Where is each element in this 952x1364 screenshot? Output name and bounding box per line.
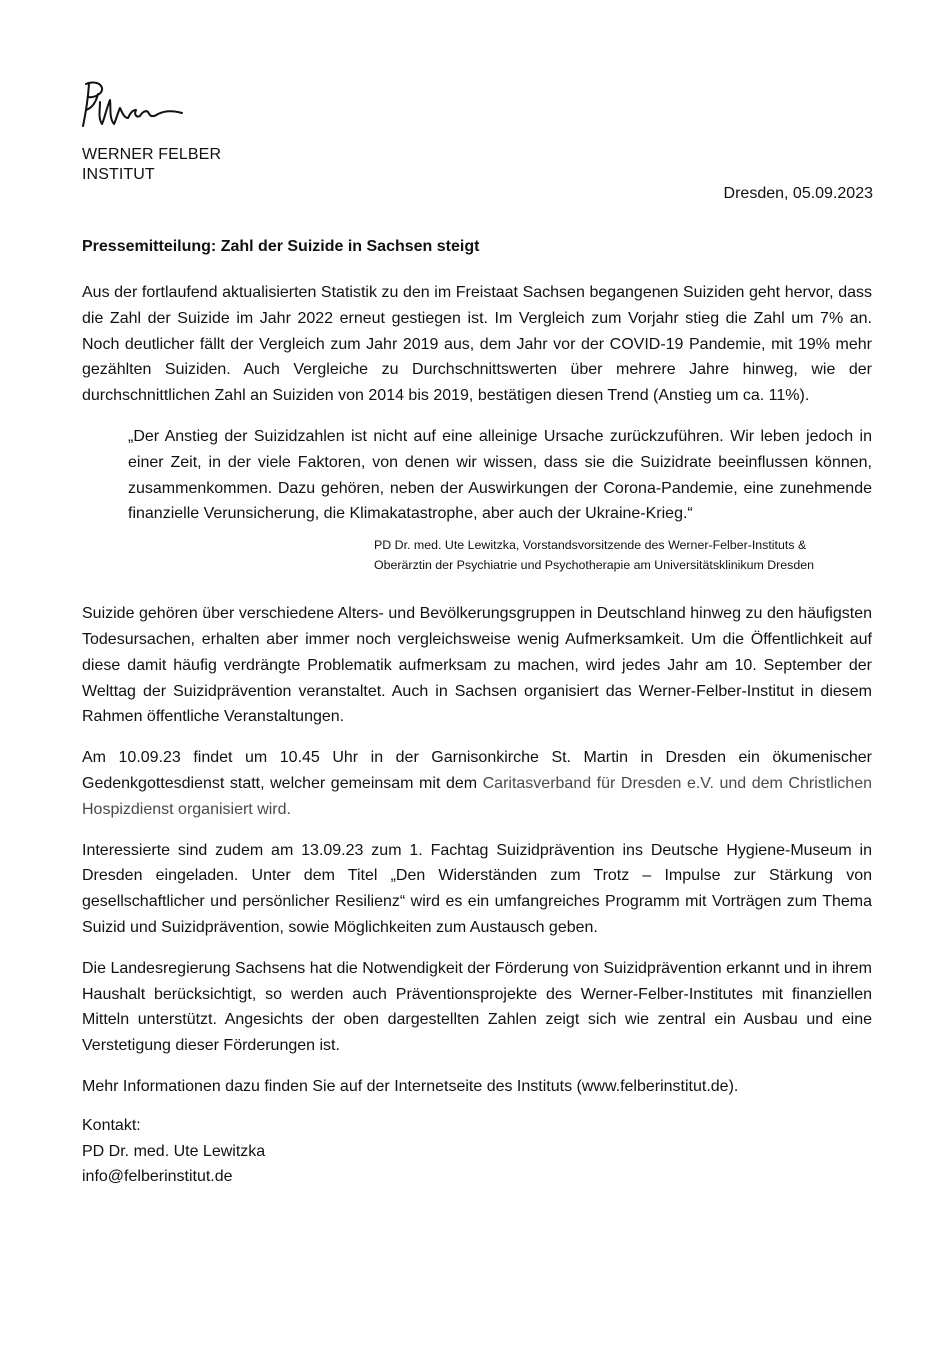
press-release-body [82, 236, 872, 1190]
contact-block [82, 1113, 872, 1190]
felber-signature-logo [80, 80, 185, 132]
contact-name: PD Dr. med. Ute Lewitzka [82, 1142, 266, 1160]
paragraph-conference: Interessierte sind zudem am 13.09.23 zum 1. Fachtag Suizidprävention ins Deutsche Hygiene-Museum in Dresden eingeladen. Unter dem Titel „Den Widerständen zum Trotz – Impulse zur Stärkung von gesellschaftlicher und persönlicher Resilienz“ wird es ein umfangreiches Programm mit Vorträgen zum Thema Suizid und Suizidprävention, sowie Möglichkeiten zum Austausch geben. [82, 841, 872, 936]
document-date: Dresden, 05.09.2023 [723, 185, 873, 202]
attribution-line-1: PD Dr. med. Ute Lewitzka, Vorstandsvorsitzende des Werner-Felber-Instituts & [374, 538, 807, 553]
contact-label: Kontakt: [82, 1116, 141, 1134]
quote-block: „Der Anstieg der Suizidzahlen ist nicht auf eine alleinige Ursache zurückzuführen. Wir leben jedoch in einer Zeit, in der viele Faktoren, von denen wir wissen, dass sie die Suizidrate beeinflussen können, zusammenkommen. Dazu gehören, neben der Auswirkungen der Corona-Pandemie, eine zunehmende finanzielle Verunsicherung, die Klimakatastrophe, aber auch der Ukraine-Krieg.“ [128, 427, 872, 523]
institute-name-line2: INSTITUT [82, 166, 155, 183]
press-release-title: Pressemitteilung: Zahl der Suizide in Sachsen steigt [82, 238, 480, 255]
institute-name-line1: WERNER FELBER [82, 146, 222, 163]
memorial-service-organizers: Caritasverband für Dresden e.V. und dem Christlichen Hospizdienst organisiert wird. [82, 774, 872, 818]
memorial-service-text: Am 10.09.23 findet um 10.45 Uhr in der Garnisonkirche St. Martin in Dresden ein ökumenischer Gedenkgottesdienst statt, welcher gemeinsam mit dem [82, 749, 872, 792]
paragraph-statistics: Aus der fortlaufend aktualisierten Statistik zu den im Freistaat Sachsen begangenen Suiziden geht hervor, dass die Zahl der Suizide im Jahr 2022 erneut gestiegen ist. Im Vergleich zum Vorjahr stieg die Zahl um 7% an. Noch deutlicher fällt der Vergleich zum Jahr 2019 aus, dem Jahr vor der COVID-19 Pandemie, mit 19% mehr gezählten Suiziden. Auch Vergleiche zu Durchschnittswerten über mehrere Jahre hinweg, wie der durchschnittlichen Zahl an Suiziden von 2014 bis 2019, bestätigen diesen Trend (Anstieg um ca. 11%). [82, 284, 872, 405]
paragraph-memorial-service [82, 745, 872, 822]
paragraph-world-day: Suizide gehören über verschiedene Alters- und Bevölkerungsgruppen in Deutschland hinweg zu den häufigsten Todesursachen, erhalten aber immer noch vergleichsweise wenig Aufmerksamkeit. Um die Öffentlichkeit auf diese damit häufig verdrängte Problematik aufmerksam zu machen, wird jedes Jahr am 10. September der Welttag der Suizidprävention veranstaltet. Auch in Sachsen organisiert das Werner-Felber-Institut in diesem Rahmen öffentliche Veranstaltungen. [82, 605, 872, 726]
institute-name [82, 145, 221, 185]
contact-email[interactable]: info@felberinstitut.de [82, 1168, 233, 1186]
paragraph-more-info: Mehr Informationen dazu finden Sie auf der Internetseite des Instituts (www.felberinstitut.de). [82, 1077, 739, 1095]
attribution-line-2: Oberärztin der Psychiatrie und Psychotherapie am Universitätsklinikum Dresden [374, 558, 815, 573]
paragraph-funding: Die Landesregierung Sachsens hat die Notwendigkeit der Förderung von Suizidprävention erkannt und in ihrem Haushalt berücksichtigt, so werden auch Präventionsprojekte des Werner-Felber-Institutes mit finanziellen Mitteln unterstützt. Angesichts der oben dargestellten Zahlen zeigt sich wie zentral ein Ausbau und eine Verstetigung dieser Förderungen ist. [82, 959, 872, 1055]
quote-attribution [374, 535, 872, 575]
